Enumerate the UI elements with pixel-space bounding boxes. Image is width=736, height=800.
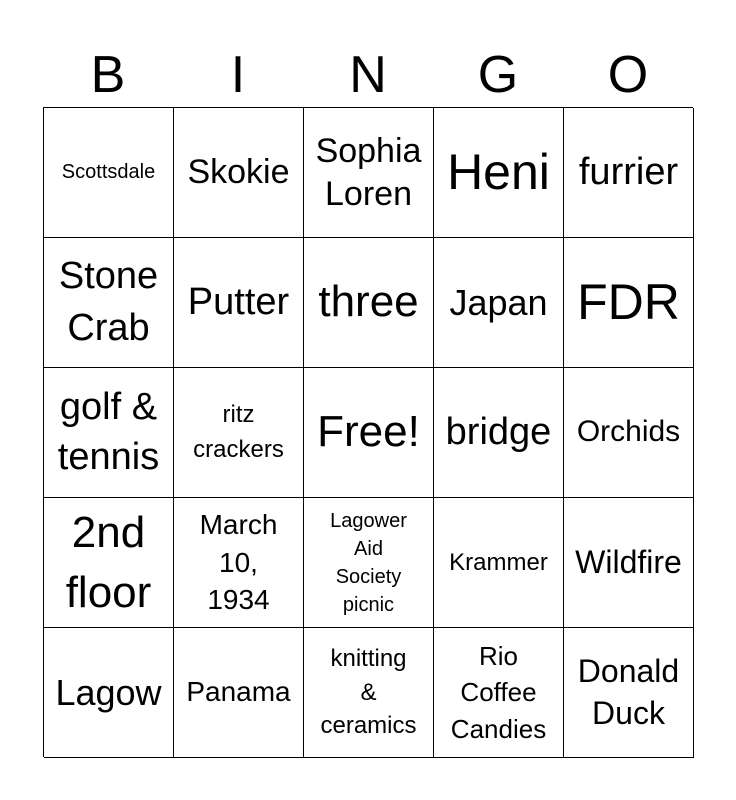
bingo-cell-label: Heni bbox=[447, 143, 550, 200]
bingo-cell[interactable] bbox=[564, 108, 694, 238]
bingo-cell-label: Donald Duck bbox=[577, 652, 680, 731]
bingo-cell-label: Free! bbox=[317, 407, 420, 457]
bingo-cell[interactable] bbox=[434, 368, 564, 498]
bingo-cell[interactable] bbox=[44, 628, 174, 758]
bingo-cell-label: March 10, 1934 bbox=[199, 508, 278, 616]
bingo-cell-label: Stone Crab bbox=[58, 255, 159, 349]
bingo-cell[interactable] bbox=[434, 238, 564, 368]
bingo-cell-label: three bbox=[318, 277, 419, 327]
bingo-cell[interactable] bbox=[304, 368, 434, 498]
bingo-cell-label: FDR bbox=[577, 273, 680, 330]
bingo-cell-label: ritz crackers bbox=[193, 400, 284, 463]
bingo-cell[interactable] bbox=[174, 628, 304, 758]
bingo-cell[interactable] bbox=[564, 238, 694, 368]
bingo-cell[interactable] bbox=[174, 108, 304, 238]
bingo-cell-label: Rio Coffee Candies bbox=[450, 640, 547, 744]
bingo-cell[interactable] bbox=[174, 498, 304, 628]
bingo-cell[interactable] bbox=[564, 368, 694, 498]
bingo-cell[interactable] bbox=[434, 498, 564, 628]
bingo-cell[interactable] bbox=[44, 498, 174, 628]
bingo-cell[interactable] bbox=[434, 108, 564, 238]
bingo-cell[interactable] bbox=[564, 498, 694, 628]
bingo-cell-label: Japan bbox=[449, 281, 548, 323]
header-letter-b: B bbox=[90, 46, 126, 104]
bingo-cell-label: Krammer bbox=[449, 548, 548, 576]
bingo-cell[interactable] bbox=[44, 368, 174, 498]
bingo-cell-label: Scottsdale bbox=[61, 161, 156, 183]
bingo-cell-label: Panama bbox=[186, 676, 291, 708]
bingo-cell[interactable] bbox=[304, 238, 434, 368]
bingo-cell-label: furrier bbox=[578, 150, 679, 193]
bingo-cell-label: knitting & ceramics bbox=[320, 645, 417, 740]
bingo-cell-label: golf & tennis bbox=[57, 386, 160, 478]
header-letter-o: O bbox=[607, 46, 649, 104]
bingo-cell-label: Putter bbox=[187, 280, 290, 323]
bingo-cell-label: Wildfire bbox=[575, 544, 682, 581]
bingo-cell-label: bridge bbox=[445, 410, 552, 453]
bingo-cell[interactable] bbox=[564, 628, 694, 758]
bingo-cell-label: Orchids bbox=[576, 415, 681, 449]
bingo-cell[interactable] bbox=[304, 628, 434, 758]
bingo-header bbox=[43, 42, 693, 108]
bingo-cell[interactable] bbox=[174, 368, 304, 498]
bingo-cell-label: Sophia Loren bbox=[315, 132, 422, 213]
bingo-cell-label: Skokie bbox=[187, 152, 290, 191]
bingo-cell[interactable] bbox=[174, 238, 304, 368]
bingo-cell-label: Lagow bbox=[55, 671, 162, 713]
bingo-cell[interactable] bbox=[44, 108, 174, 238]
header-letter-g: G bbox=[477, 46, 519, 104]
header-letter-n: N bbox=[349, 46, 387, 104]
bingo-cell[interactable] bbox=[434, 628, 564, 758]
bingo-cell[interactable] bbox=[304, 108, 434, 238]
bingo-cell-label: 2nd floor bbox=[65, 508, 152, 617]
bingo-cell[interactable] bbox=[304, 498, 434, 628]
bingo-cell-label: Lagower Aid Society picnic bbox=[330, 509, 407, 616]
header-letter-i: I bbox=[230, 46, 246, 104]
bingo-cell[interactable] bbox=[44, 238, 174, 368]
bingo-card-grid bbox=[43, 107, 693, 757]
